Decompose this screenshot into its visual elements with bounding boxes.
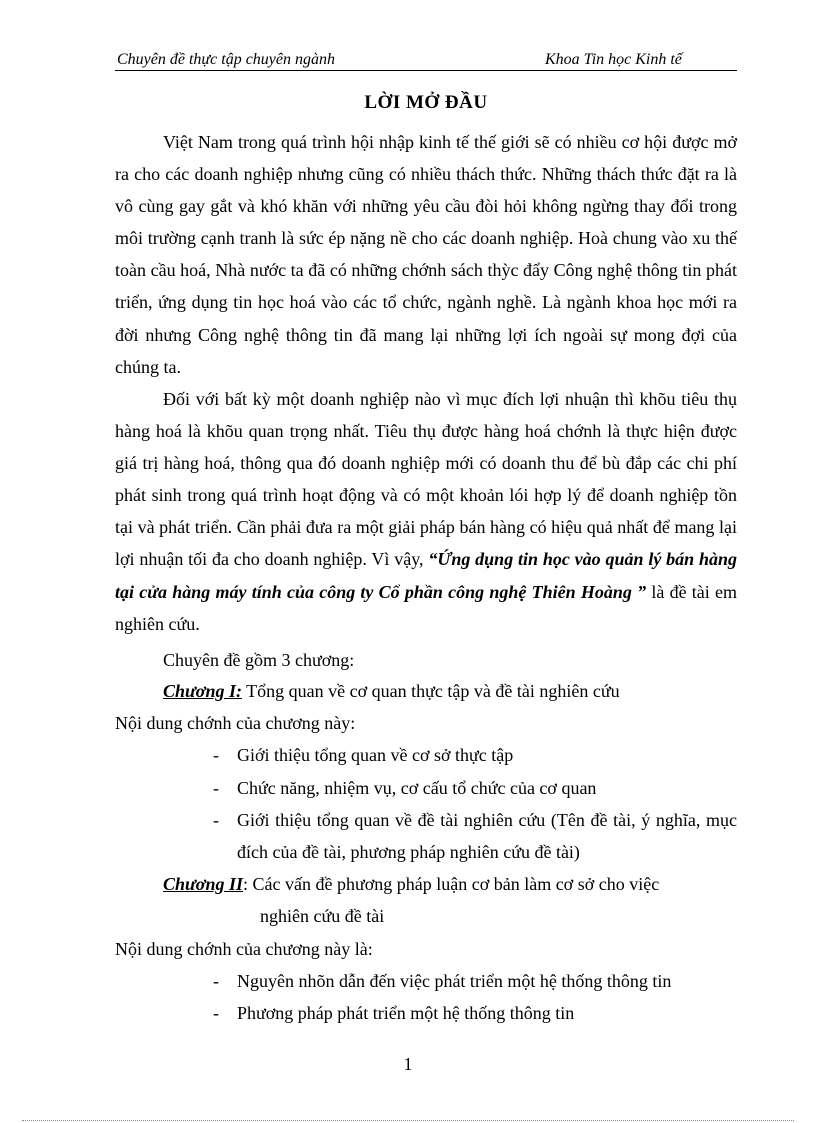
chapter-2-content-label: Nội dung chớnh của chương này là:: [115, 939, 373, 959]
bullet-dash: -: [213, 745, 219, 765]
bullet-dash: -: [213, 971, 219, 991]
paragraph-2-end: là đề tài em nghiên cứu.: [115, 581, 737, 634]
chapter-2-title-line-1: : Các vấn đề phương pháp luận cơ bản làm cơ sở cho việc: [242, 874, 660, 894]
chapter-2-heading: [163, 874, 737, 895]
header-right: Khoa Tin học Kinh tế: [545, 51, 682, 68]
bullet-dash: -: [213, 778, 219, 798]
list-item-text: Giới thiệu tổng quan về cơ sở thực tập: [237, 745, 514, 765]
chapter-1-title: Tổng quan về cơ quan thực tập và đề tài nghiên cứu: [241, 681, 620, 701]
paragraph-1: Việt Nam trong quá trình hội nhập kinh tế thế giới sẽ có nhiều cơ hội được mở ra cho các doanh nghiệp nhưng cũng có nhiều thách thức. Những thách thức đặt ra là vô cùng gay gắt và khó khăn với những yêu cầu đòi hỏi không ngừng thay đổi trong môi trường cạnh tranh là sức ép nặng nề cho các doanh nghiệp. Hoà chung vào xu thế toàn cầu hoá, Nhà nước ta đã có những chớnh sách thỳc đẩy Công nghệ thông tin phát triển, ứng dụng tin học hoá vào các tổ chức, ngành nghề. Là ngành khoa học mới ra đời nhưng Công nghệ thông tin đã mang lại những lợi ích ngoài sự mong đợi của chúng ta.: [115, 132, 737, 377]
bullet-dash: -: [213, 810, 219, 830]
page-title: LỜI MỞ ĐẦU: [364, 92, 488, 113]
page-number: 1: [403, 1054, 413, 1074]
chapter-2-title-line-2: nghiên cứu đề tài: [260, 906, 385, 926]
chapter-1-heading: [163, 681, 620, 702]
chapter-2-label: Chương II: [163, 874, 243, 894]
header-left: Chuyên đề thực tập chuyên ngành: [117, 51, 335, 68]
list-item-text: Giới thiệu tổng quan về đề tài nghiên cứu (Tên đề tài, ý nghĩa, mục đích của đề tài, phương pháp nghiên cứu đề tài): [237, 810, 737, 862]
chapters-intro: Chuyên đề gồm 3 chương:: [163, 650, 355, 670]
paragraph-2-text: Đối với bất kỳ một doanh nghiệp nào vì mục đích lợi nhuận thì khõu tiêu thụ hàng hoá là khõu quan trọng nhất. Tiêu thụ được hàng hoá chớnh là thực hiện được giá trị hàng hoá, thông qua đó doanh nghiệp mới có doanh thu để bù đắp các chi phí phát sinh trong quá trình hoạt động và có một khoản lói hợp lý để doanh nghiệp tồn tại và phát triển. Cần phải đưa ra một giải pháp bán hàng có hiệu quả nhất để mang lại lợi nhuận tối đa cho doanh nghiệp. Vì vậy,: [115, 389, 737, 570]
list-item-text: Nguyên nhõn dẫn đến việc phát triển một hệ thống thông tin: [237, 971, 672, 991]
list-item-text: Chức năng, nhiệm vụ, cơ cấu tổ chức của cơ quan: [237, 778, 597, 798]
list-item-text: Phương pháp phát triển một hệ thống thông tin: [237, 1003, 575, 1023]
page-header: [115, 48, 737, 71]
paragraph-2: [115, 383, 737, 640]
page-bottom-border: [22, 1120, 794, 1121]
chapter-1-content-label: Nội dung chớnh của chương này:: [115, 713, 356, 733]
thesis-topic: “Ứng dụng tin học vào quản lý bán hàng tại cửa hàng máy tính của công ty Cổ phần công nghệ Thiên Hoàng ”: [115, 549, 738, 602]
bullet-dash: -: [213, 1003, 219, 1023]
chapter-1-label: Chương I:: [163, 681, 242, 701]
